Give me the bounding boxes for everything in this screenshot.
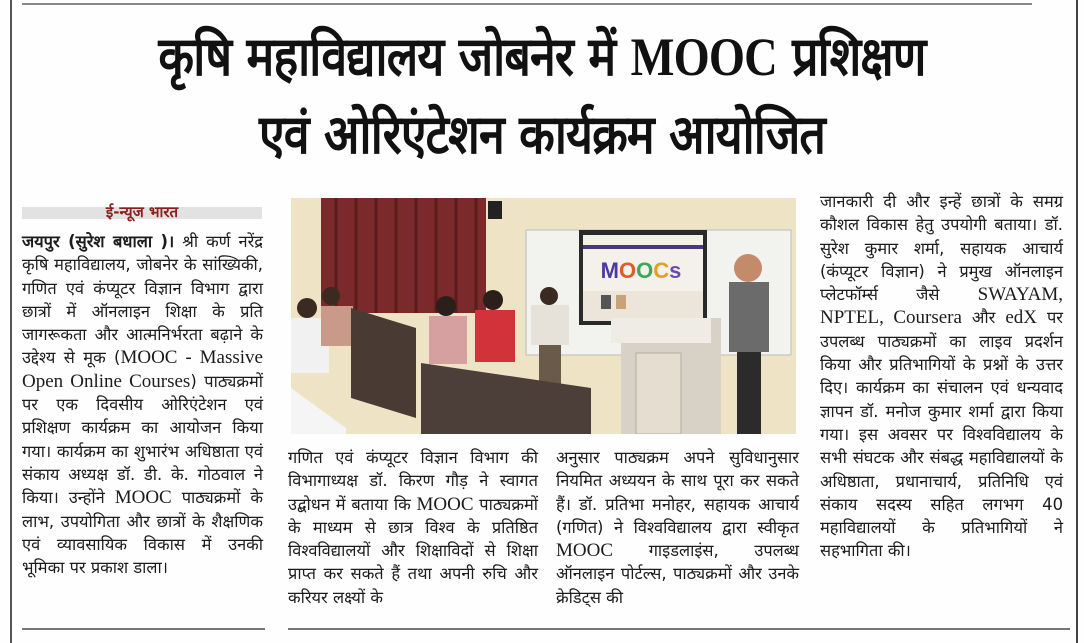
article-text: पाठ्यक्रमों के लाभ, उपयोगिता और छात्रों के शैक्षणिक एवं व्यावसायिक विकास में उनकी भूमिका पर प्रकाश डाला।	[22, 488, 263, 578]
article-text-latin: MOOC	[114, 487, 172, 509]
article-text: पर उपलब्ध पाठ्यक्रमों का लाइव प्रदर्शन किया और प्रतिभागियों के प्रश्नों के उत्तर दिए। कार्यक्रम का संचालन एवं धन्यवाद ज्ञापन डॉ. मनोज कुमार शर्मा द्वारा किया गया। इस अवसर पर विश्वविद्यालय के सभी संघटक और संबद्ध महाविद्यालयों के अधिष्ठाता, प्रधानाचार्य, प्रतिनिधि एवं संकाय सदस्य सहित लगभग 40 महाविद्यालयों के प्रतिभागियों ने सहभागिता की।	[820, 308, 1063, 561]
article-text-latin: edX	[1005, 307, 1038, 329]
right-border-rule	[1076, 0, 1078, 643]
article-text: पाठ्यक्रमों के माध्यम से छात्र विश्व के प्रतिष्ठित विश्वविद्यालयों और शिक्षाविदों से शिक्षा प्राप्त कर सकते हैं तथा अपनी रुचि और करियर लक्ष्यों के	[288, 494, 539, 607]
bottom-rule-right	[288, 628, 1070, 630]
article-text: गणित एवं कंप्यूटर विज्ञान विभाग की विभागाध्यक्ष डॉ. किरण गौड़ ने स्वागत उद्बोधन में बताया कि	[288, 448, 538, 514]
article-text: जानकारी दी और इन्हें छात्रों के समग्र कौशल विकास हेतु उपयोगी बताया। डॉ. सुरेश कुमार शर्मा, सहायक आचार्य (कंप्यूटर विज्ञान) ने प्रमुख ऑनलाइन प्लेटफॉर्म्स जैसे	[820, 192, 1063, 305]
article-column-3	[556, 446, 799, 609]
article-column-4	[820, 190, 1063, 563]
bottom-rule-left	[22, 628, 265, 630]
headline	[22, 18, 1062, 174]
headline-line-2: एवं ओरिएंटेशन कार्यक्रम आयोजित	[258, 103, 826, 166]
article-text-latin: MOOC - Massive Open Online Courses	[22, 347, 263, 392]
headline-line-1	[95, 18, 989, 96]
article-text-latin: MOOC	[556, 540, 614, 562]
classroom-photo-illustration	[291, 198, 796, 434]
article-column-2	[288, 446, 538, 609]
article-text: गाइडलाइंस, उपलब्ध ऑनलाइन पोर्टल्स, पाठ्यक्रमों और उनके क्रेडिट्स की	[556, 541, 799, 607]
headline-mooc: MOOC	[630, 27, 777, 87]
article-text-latin: SWAYAM, NPTEL, Coursera	[820, 284, 1063, 329]
article-text-latin: MOOC	[416, 493, 474, 515]
headline-text: कृषि महाविद्यालय जोबनेर में	[158, 25, 616, 88]
headline-text: प्रशिक्षण	[792, 25, 926, 88]
article-text: ) पाठ्यक्रमों पर एक दिवसीय ओरिएंटेशन एवं प्रशिक्षण कार्यक्रम का आयोजन किया गया। कार्यक्रम का शुभारंभ अधिष्ठाता एवं संकाय अध्यक्ष डॉ. डी. के. गोठवाल ने किया। उन्होंने	[22, 371, 263, 508]
article-text: और	[961, 308, 1006, 328]
article-text: श्री कर्ण नरेंद्र कृषि महाविद्यालय, जोबनेर के सांख्यिकी, गणित एवं कंप्यूटर विज्ञान विभाग द्वारा छात्रों में ऑनलाइन शिक्षा के प्रति जागरूकता और आत्मनिर्भरता बढ़ाने के उद्देश्य से मूक (	[22, 232, 263, 368]
svg-text:MOOCs: MOOCs	[600, 258, 682, 283]
event-photo	[291, 198, 796, 434]
left-border-rule	[10, 0, 12, 643]
top-divider-rule	[22, 3, 1032, 5]
byline-source: ई-न्यूज भारत	[105, 203, 179, 221]
dateline: जयपुर (सुरेश बधाला )।	[22, 232, 175, 251]
article-text: अनुसार पाठ्यक्रम अपने सुविधानुसार नियमित अध्ययन के साथ पूरा कर सकते हैं। डॉ. प्रतिभा मनोहर, सहायक आचार्य (गणित) ने विश्वविद्यालय द्वारा स्वीकृत	[556, 448, 799, 537]
article-column-1	[22, 230, 263, 579]
